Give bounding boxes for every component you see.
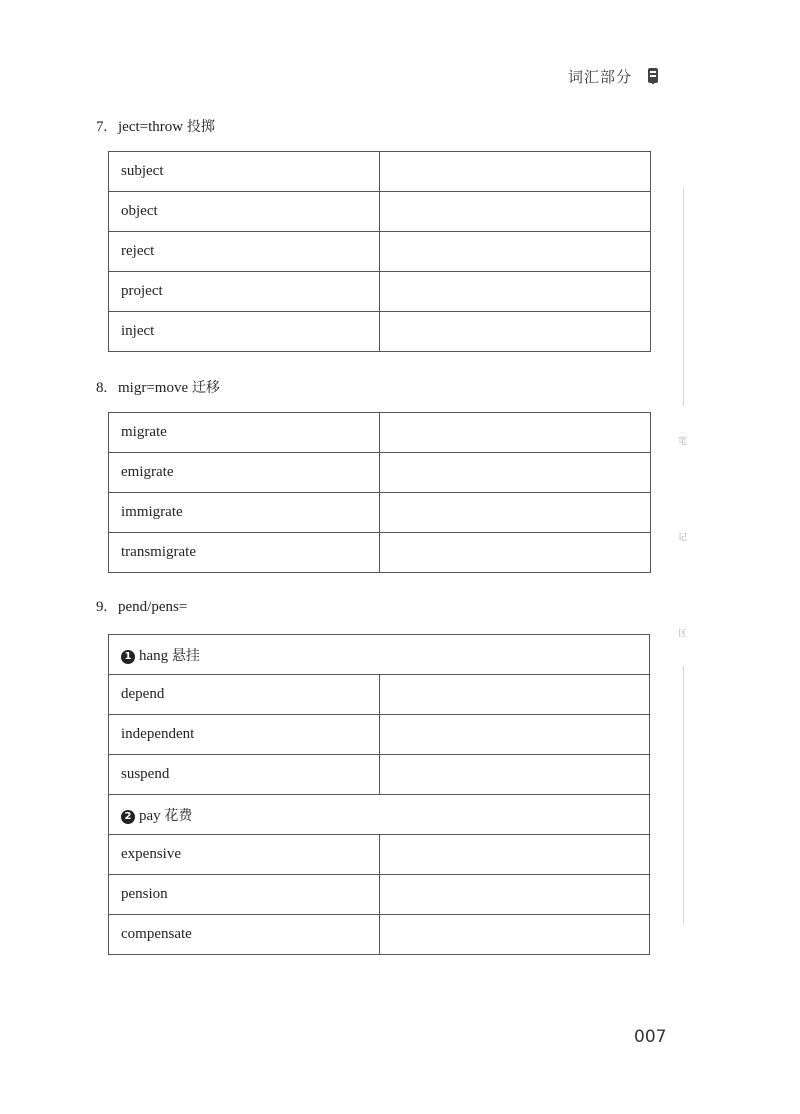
table-row <box>109 835 650 875</box>
word-cell: pension <box>109 875 380 915</box>
page-number: 007 <box>634 1027 667 1047</box>
section-root: ject=throw <box>118 119 184 135</box>
section-heading-ject <box>96 116 215 136</box>
group-label: hang <box>139 647 169 664</box>
word-cell: migrate <box>109 413 380 453</box>
bookmark-logo-icon <box>646 67 660 85</box>
group-meaning: 悬挂 <box>171 647 200 664</box>
answer-cell <box>380 192 651 232</box>
notes-label-char: 区 <box>678 629 688 639</box>
group-header-hang <box>109 635 650 675</box>
notes-label-char: 笔 <box>678 437 688 447</box>
table-row <box>109 152 651 192</box>
answer-cell <box>379 715 650 755</box>
table-row <box>109 453 651 493</box>
word-cell: inject <box>109 312 380 352</box>
group-meaning: 花费 <box>164 807 193 824</box>
word-cell: immigrate <box>109 493 380 533</box>
table-row <box>109 413 651 453</box>
answer-cell <box>379 755 650 795</box>
table-subheader-row <box>109 635 650 675</box>
word-cell: reject <box>109 232 380 272</box>
word-cell: independent <box>109 715 380 755</box>
running-header-title: 词汇部分 <box>568 68 633 86</box>
answer-cell <box>379 835 650 875</box>
notes-label-char: 记 <box>678 533 688 543</box>
section-root: migr=move <box>118 380 189 396</box>
vocab-table-migr <box>108 412 651 573</box>
table-row <box>109 675 650 715</box>
word-cell: transmigrate <box>109 533 380 573</box>
table-subheader-row <box>109 795 650 835</box>
word-cell: project <box>109 272 380 312</box>
table-row <box>109 533 651 573</box>
answer-cell <box>380 413 651 453</box>
answer-cell <box>380 152 651 192</box>
answer-cell <box>380 272 651 312</box>
table-row <box>109 192 651 232</box>
group-header-pay <box>109 795 650 835</box>
group-label: pay <box>139 807 161 824</box>
table-row <box>109 272 651 312</box>
answer-cell <box>380 232 651 272</box>
table-row <box>109 875 650 915</box>
table-row <box>109 915 650 955</box>
word-cell: depend <box>109 675 380 715</box>
section-number: 7. <box>96 119 108 135</box>
answer-cell <box>379 875 650 915</box>
word-cell: expensive <box>109 835 380 875</box>
answer-cell <box>380 493 651 533</box>
word-cell: subject <box>109 152 380 192</box>
number-badge-icon: 2 <box>121 810 135 824</box>
section-meaning: 迁移 <box>191 380 220 396</box>
word-cell: compensate <box>109 915 380 955</box>
answer-cell <box>379 675 650 715</box>
section-heading-pend <box>96 599 187 616</box>
answer-cell <box>380 312 651 352</box>
table-row <box>109 312 651 352</box>
answer-cell <box>379 915 650 955</box>
answer-cell <box>380 453 651 493</box>
word-cell: suspend <box>109 755 380 795</box>
section-root: pend/pens= <box>118 599 188 615</box>
notes-divider-bottom <box>683 666 684 924</box>
table-row <box>109 232 651 272</box>
section-meaning: 投掷 <box>186 119 215 135</box>
answer-cell <box>380 533 651 573</box>
table-row <box>109 715 650 755</box>
section-number: 9. <box>96 599 108 615</box>
table-row <box>109 493 651 533</box>
section-number: 8. <box>96 380 108 396</box>
word-cell: emigrate <box>109 453 380 493</box>
number-badge-icon: 1 <box>121 650 135 664</box>
notes-divider-top <box>683 188 684 406</box>
table-row <box>109 755 650 795</box>
vocab-table-ject <box>108 151 651 352</box>
section-heading-migr <box>96 377 220 397</box>
vocab-table-pend <box>108 634 650 955</box>
word-cell: object <box>109 192 380 232</box>
